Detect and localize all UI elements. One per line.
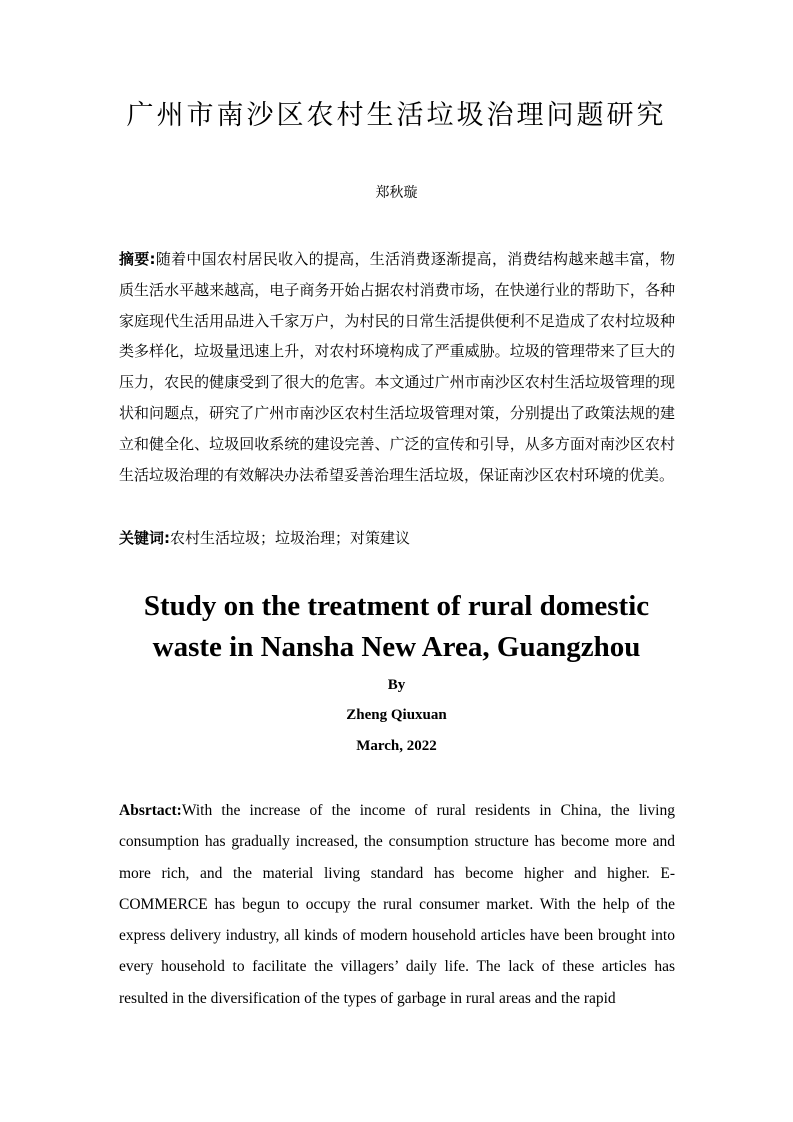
chinese-keywords-label: 关键词:	[119, 529, 170, 547]
english-title-line-1: Study on the treatment of rural domestic	[143, 590, 650, 622]
chinese-abstract-label: 摘要:	[119, 250, 156, 268]
english-title	[0, 586, 793, 668]
english-abstract-label: Absrtact:	[119, 802, 182, 819]
chinese-abstract	[119, 244, 675, 490]
chinese-keywords	[119, 524, 675, 552]
english-by: By	[387, 677, 406, 693]
chinese-keywords-text: 农村生活垃圾；垃圾治理；对策建议	[170, 529, 411, 547]
english-abstract-text: With the increase of the income of rural residents in China, the living consumption has gradually increased, the consumption structure has become more and more rich, and the material living standard has become higher and higher. E-COMMERCE has begun to occupy the rural consumer market. With the help of the express delivery industry, all kinds of modern household articles have been brought into every household to facilitate the villagers’ daily life. The lack of these articles has resulted in the diversification of the types of garbage in rural areas and the rapid	[119, 802, 675, 1007]
english-date: March, 2022	[356, 738, 437, 754]
chinese-author: 郑秋璇	[375, 185, 418, 201]
chinese-title: 广州市南沙区农村生活垃圾治理问题研究	[126, 100, 667, 131]
english-title-line-2: waste in Nansha New Area, Guangzhou	[152, 631, 641, 663]
english-author: Zheng Qiuxuan	[346, 707, 447, 723]
chinese-abstract-text: 随着中国农村居民收入的提高，生活消费逐渐提高，消费结构越来越丰富，物质生活水平越来越高，电子商务开始占据农村消费市场，在快递行业的帮助下，各种家庭现代生活用品进入千家万户，为村民的日常生活提供便利不足造成了农村垃圾种类多样化，垃圾量迅速上升，对农村环境构成了严重威胁。垃圾的管理带来了巨大的压力，农民的健康受到了很大的危害。本文通过广州市南沙区农村生活垃圾管理的现状和问题点，研究了广州市南沙区农村生活垃圾管理对策，分别提出了政策法规的建立和健全化、垃圾回收系统的建设完善、广泛的宣传和引导，从多方面对南沙区农村生活垃圾治理的有效解决办法希望妥善治理生活垃圾，保证南沙区农村环境的优美。	[119, 250, 675, 484]
english-abstract	[119, 795, 675, 1014]
